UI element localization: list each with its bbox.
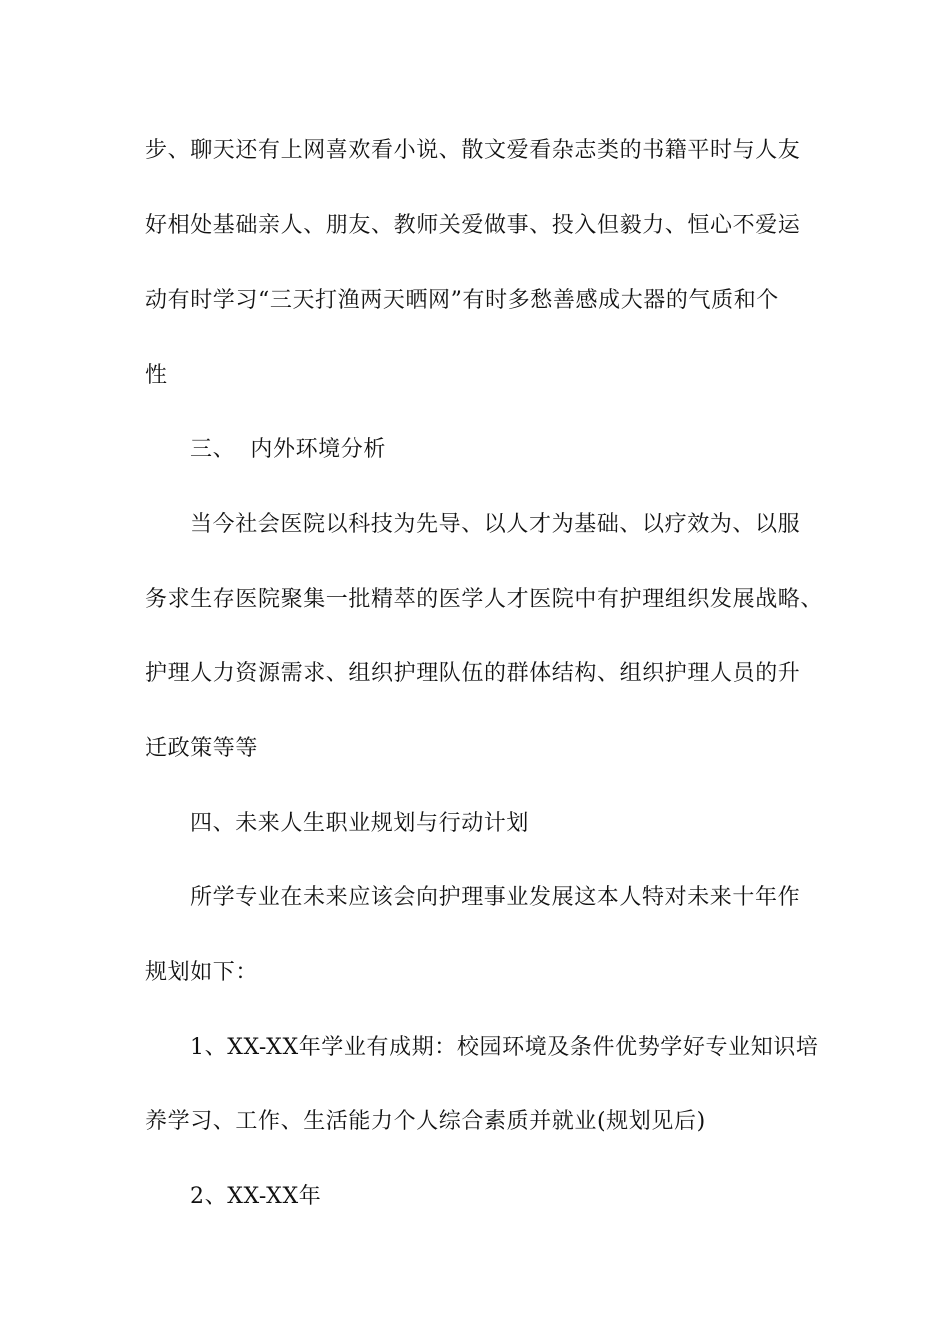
- paragraph-line: 所学专业在未来应该会向护理事业发展这本人特对未来十年作: [190, 885, 801, 910]
- list-item-line: 1、XX-XX年学业有成期：校园环境及条件优势学好专业知识培: [190, 1035, 819, 1060]
- paragraph-line: 好相处基础亲人、朋友、教师关爱做事、投入但毅力、恒心不爱运: [145, 213, 801, 238]
- list-item-line: 2、XX-XX年: [190, 1184, 322, 1209]
- paragraph-line: 性: [145, 363, 168, 388]
- list-item-line: 养学习、工作、生活能力个人综合素质并就业(规划见后): [145, 1109, 706, 1134]
- paragraph-line: 动有时学习“三天打渔两天晒网”有时多愁善感成大器的气质和个: [145, 288, 779, 313]
- paragraph-line: 务求生存医院聚集一批精萃的医学人才医院中有护理组织发展战略、: [145, 587, 824, 612]
- section-heading: 三、 内外环境分析: [190, 437, 386, 462]
- paragraph-line: 迁政策等等: [145, 736, 259, 761]
- paragraph-line: 步、聊天还有上网喜欢看小说、散文爱看杂志类的书籍平时与人友: [145, 138, 801, 163]
- paragraph-line: 当今社会医院以科技为先导、以人才为基础、以疗效为、以服: [190, 512, 801, 537]
- section-heading: 四、未来人生职业规划与行动计划: [190, 811, 530, 836]
- paragraph-line: 规划如下：: [145, 960, 259, 985]
- paragraph-line: 护理人力资源需求、组织护理队伍的群体结构、组织护理人员的升: [145, 661, 801, 686]
